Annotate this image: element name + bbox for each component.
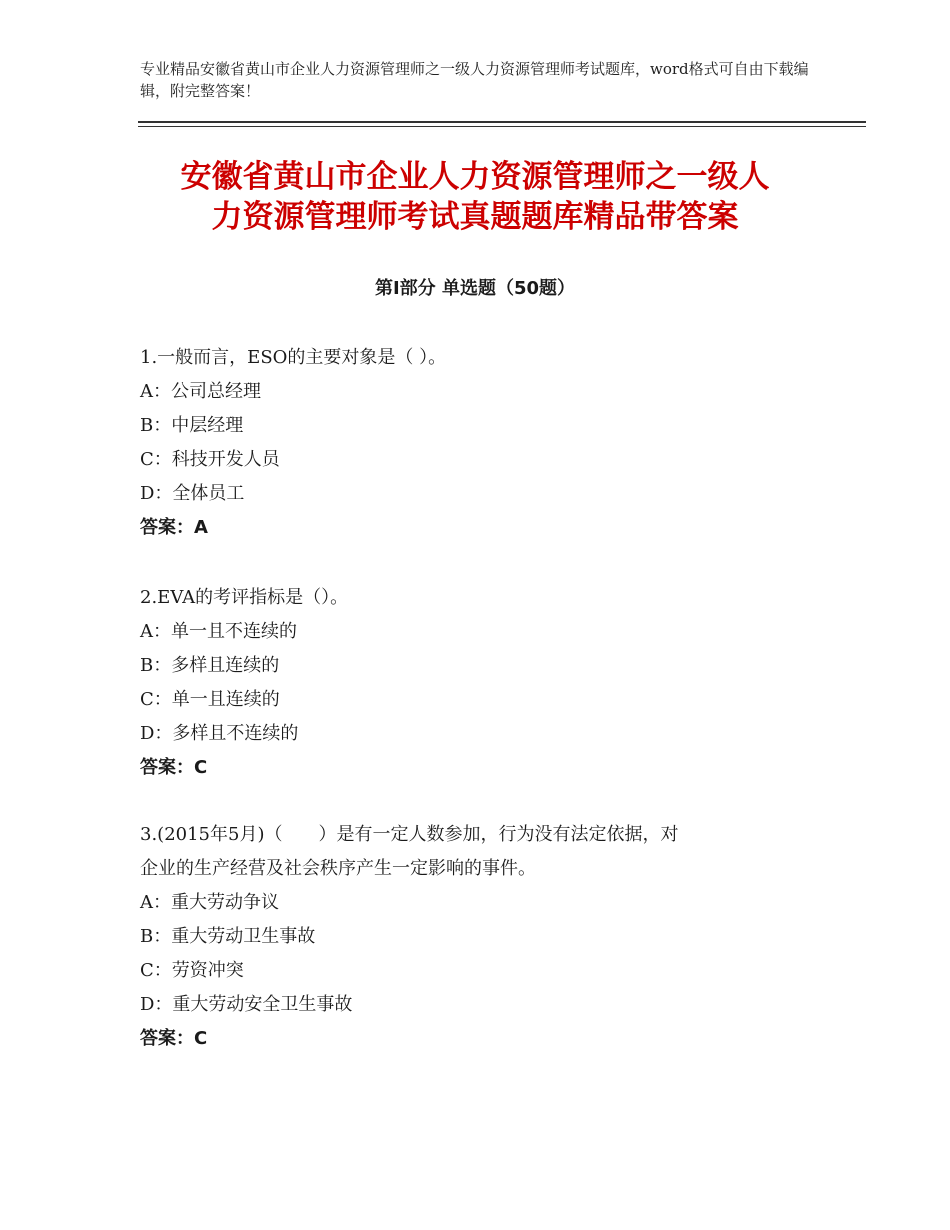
option-a: A：单一且不连续的 bbox=[140, 621, 297, 642]
question-stem-line1: 3.(2015年5月)（ ）是有一定人数参加，行为没有法定依据，对 bbox=[140, 824, 679, 845]
option-d: D：全体员工 bbox=[140, 483, 245, 504]
option-a: A：公司总经理 bbox=[140, 381, 261, 402]
option-a: A：重大劳动争议 bbox=[140, 892, 279, 913]
section-heading: 第Ⅰ部分 单选题（50题） bbox=[374, 278, 575, 299]
question-stem: 2.EVA的考评指标是（）。 bbox=[140, 587, 349, 608]
option-b: B：多样且连续的 bbox=[140, 655, 280, 676]
option-d: D：多样且不连续的 bbox=[140, 723, 299, 744]
option-c: C：单一且连续的 bbox=[140, 689, 280, 710]
header-rule-thick bbox=[138, 121, 866, 123]
question-stem-line2: 企业的生产经营及社会秩序产生一定影响的事件。 bbox=[140, 858, 536, 879]
answer: 答案：C bbox=[140, 1028, 208, 1049]
question-stem: 1.一般而言，ESO的主要对象是（ ）。 bbox=[140, 347, 447, 368]
question-1 bbox=[140, 341, 820, 545]
question-3 bbox=[140, 818, 820, 1056]
answer: 答案：A bbox=[140, 517, 208, 538]
option-c: C：科技开发人员 bbox=[140, 449, 280, 470]
question-2 bbox=[140, 581, 820, 785]
option-d: D：重大劳动安全卫生事故 bbox=[140, 994, 353, 1015]
header-rule-thin bbox=[138, 126, 866, 127]
option-b: B：重大劳动卫生事故 bbox=[140, 926, 316, 947]
document-title-line2: 力资源管理师考试真题题库精品带答案 bbox=[211, 199, 739, 235]
answer: 答案：C bbox=[140, 757, 208, 778]
document-title-line1: 安徽省黄山市企业人力资源管理师之一级人 bbox=[180, 159, 770, 195]
header-note: 专业精品安徽省黄山市企业人力资源管理师之一级人力资源管理师考试题库，word格式可自由下载编辑，附完整答案！ bbox=[140, 60, 809, 100]
document-title bbox=[100, 157, 850, 237]
option-b: B：中层经理 bbox=[140, 415, 244, 436]
option-c: C：劳资冲突 bbox=[140, 960, 244, 981]
